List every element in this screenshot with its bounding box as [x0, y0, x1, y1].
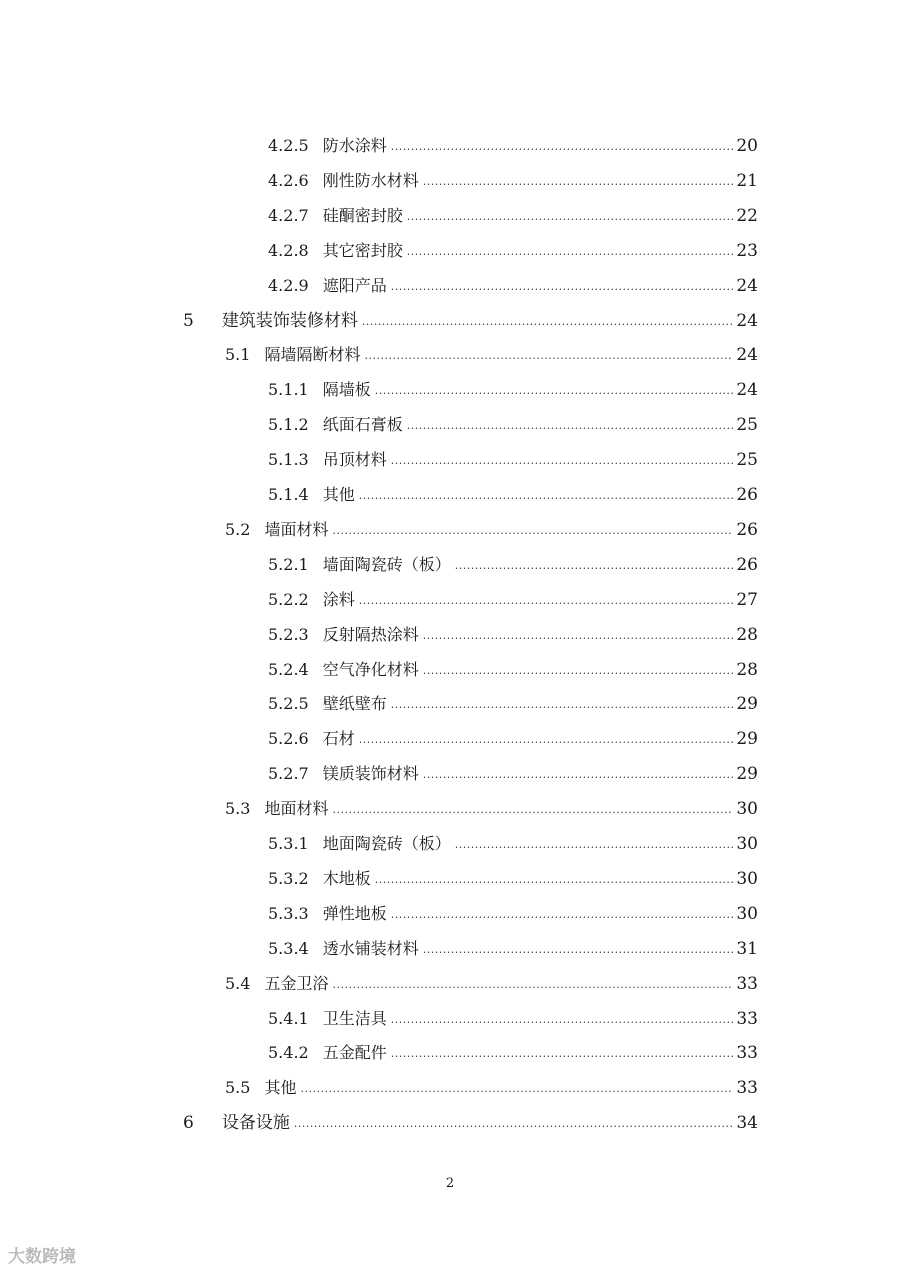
dot-leader [423, 175, 733, 189]
toc-entry-page: 25 [736, 450, 758, 471]
watermark: 大数跨境 [8, 1247, 76, 1267]
toc-entry-page: 34 [736, 1113, 758, 1134]
dot-leader [364, 349, 733, 363]
toc-entry-title: 涂料 [322, 589, 355, 609]
toc-entry[interactable] [268, 236, 758, 260]
toc-entry[interactable] [268, 689, 758, 713]
toc-entry-title: 墙面材料 [264, 519, 329, 539]
toc-entry-title: 隔墙隔断材料 [264, 345, 361, 365]
dot-leader [375, 873, 733, 887]
dot-leader [300, 1082, 733, 1096]
toc-entry-page: 26 [736, 485, 758, 505]
toc-entry-number: 5.5 [225, 1078, 251, 1098]
toc-entry-number: 5.1.4 [268, 485, 309, 504]
toc-entry[interactable] [268, 620, 758, 644]
toc-entry-number: 5.2.7 [268, 764, 309, 784]
toc-entry-number: 5.1.2 [268, 415, 309, 435]
toc-entry-title: 卫生洁具 [322, 1008, 387, 1028]
toc-entry[interactable] [268, 480, 758, 504]
toc-entry-title: 刚性防水材料 [322, 170, 419, 190]
toc-entry[interactable] [268, 201, 758, 225]
toc-entry-number: 4.2.7 [268, 205, 309, 225]
toc-entry-number: 5.4.2 [268, 1043, 309, 1063]
toc-entry-page: 30 [736, 903, 758, 924]
toc-entry-title: 空气净化材料 [322, 659, 419, 679]
toc-entry-page: 24 [736, 275, 758, 296]
toc-entry-title: 其它密封胶 [322, 240, 403, 260]
toc-entry-number: 5.3 [225, 799, 251, 819]
toc-entry-page: 28 [736, 659, 758, 680]
toc-entry-page: 28 [736, 624, 758, 645]
toc-entry-title: 地面材料 [264, 799, 329, 819]
toc-entry-number: 6 [183, 1113, 194, 1134]
toc-entry-page: 24 [736, 310, 758, 331]
toc-entry[interactable] [268, 1038, 758, 1062]
toc-entry[interactable] [268, 375, 758, 399]
toc-entry-page: 25 [736, 415, 758, 436]
toc-entry-page: 29 [736, 729, 758, 750]
toc-entry-page: 24 [736, 380, 758, 401]
toc-entry-title: 其他 [322, 485, 355, 504]
dot-leader [423, 629, 733, 643]
toc-entry-title: 镁质装饰材料 [322, 764, 419, 784]
toc-entry[interactable] [183, 1108, 758, 1132]
toc-entry-title: 石材 [322, 729, 355, 749]
toc-entry[interactable] [268, 271, 758, 295]
toc-entry[interactable] [268, 724, 758, 748]
dot-leader [375, 384, 733, 398]
toc-entry[interactable] [268, 410, 758, 434]
toc-entry-page: 22 [736, 205, 758, 226]
toc-entry-page: 33 [736, 1043, 758, 1064]
toc-entry-number: 5.2.3 [268, 624, 309, 644]
dot-leader [359, 489, 733, 503]
dot-leader [359, 594, 733, 608]
toc-entry-number: 4.2.9 [268, 275, 309, 295]
toc-entry-page: 30 [736, 868, 758, 889]
dot-leader [359, 733, 733, 747]
toc-entry-page: 33 [736, 973, 758, 994]
dot-leader [407, 245, 733, 259]
dot-leader [391, 280, 733, 294]
toc-entry-page: 29 [736, 694, 758, 715]
toc-entry-title: 五金卫浴 [264, 973, 329, 993]
toc-entry-number: 5.1 [225, 345, 251, 365]
toc-entry-title: 隔墙板 [322, 380, 371, 400]
toc-entry-number: 5.1.1 [268, 380, 309, 400]
toc-entry-page: 26 [736, 554, 758, 575]
toc-entry-number: 4.2.6 [268, 170, 309, 190]
toc-entry-page: 24 [736, 345, 758, 366]
toc-entry-title: 设备设施 [221, 1113, 290, 1134]
toc-entry-page: 21 [736, 170, 758, 191]
toc-entry-number: 5.3.3 [268, 903, 309, 923]
toc-entry[interactable] [268, 829, 758, 853]
toc-entry-page: 23 [736, 240, 758, 261]
toc-entry[interactable] [225, 1073, 758, 1097]
toc-entry-page: 29 [736, 764, 758, 785]
toc-entry-title: 木地板 [322, 868, 371, 888]
toc-entry-title: 遮阳产品 [322, 275, 387, 295]
toc-entry-number: 5 [183, 310, 194, 331]
toc-entry-title: 防水涂料 [322, 136, 387, 155]
dot-leader [391, 1047, 733, 1061]
toc-entry-title: 纸面石膏板 [322, 415, 403, 435]
toc-entry-page: 33 [736, 1078, 758, 1099]
toc-entry-number: 5.2.2 [268, 589, 309, 609]
toc-entry-title: 壁纸壁布 [322, 694, 387, 714]
dot-leader [391, 454, 733, 468]
toc-entry-title: 吊顶材料 [322, 450, 387, 470]
toc-entry-number: 5.2.1 [268, 554, 309, 574]
toc-entry[interactable] [268, 759, 758, 783]
toc-entry-number: 5.2.4 [268, 659, 309, 679]
toc-entry[interactable] [268, 585, 758, 609]
toc-entry[interactable] [225, 794, 758, 818]
dot-leader [455, 838, 733, 852]
dot-leader [391, 1013, 733, 1027]
toc-entry-page: 20 [736, 136, 758, 156]
dot-leader [294, 1117, 733, 1131]
toc-entry[interactable] [268, 166, 758, 190]
dot-leader [332, 803, 733, 817]
toc-entry-number: 5.3.1 [268, 834, 309, 853]
toc-entry[interactable] [225, 515, 758, 539]
toc-entry-number: 5.4 [225, 973, 251, 993]
toc-entry-number: 5.2 [225, 519, 251, 539]
toc-entry-title: 建筑装饰装修材料 [221, 310, 358, 331]
toc-entry-title: 其他 [264, 1078, 297, 1098]
toc-entry-title: 硅酮密封胶 [322, 205, 403, 225]
toc-entry-page: 27 [736, 589, 758, 610]
dot-leader [455, 559, 733, 573]
dot-leader [362, 315, 733, 329]
toc-entry[interactable] [268, 864, 758, 888]
toc-entry-title: 墙面陶瓷砖（板） [322, 554, 451, 574]
toc-entry-title: 地面陶瓷砖（板） [322, 834, 451, 853]
toc-entry-number: 5.4.1 [268, 1008, 309, 1028]
toc-entry-title: 反射隔热涂料 [322, 624, 419, 644]
toc-entry-number: 5.3.4 [268, 938, 309, 958]
dot-leader [391, 698, 733, 712]
dot-leader [391, 140, 733, 154]
toc-entry[interactable] [183, 306, 758, 330]
toc-entry-number: 5.2.6 [268, 729, 309, 749]
page-number: 2 [445, 1176, 455, 1191]
toc-entry-number: 4.2.8 [268, 240, 309, 260]
toc-entry-title: 透水铺装材料 [322, 938, 419, 958]
toc-entry-title: 五金配件 [322, 1043, 387, 1063]
toc-entry-page: 31 [736, 938, 758, 959]
toc-entry-number: 5.2.5 [268, 694, 309, 714]
toc-entry-page: 33 [736, 1008, 758, 1029]
toc-entry-page: 26 [736, 519, 758, 540]
toc-entry-number: 5.3.2 [268, 868, 309, 888]
toc-entry-page: 30 [736, 834, 758, 854]
toc-entry-page: 30 [736, 799, 758, 820]
toc-entry-number: 4.2.5 [268, 136, 309, 155]
dot-leader [332, 978, 733, 992]
dot-leader [423, 768, 733, 782]
toc-entry-title: 弹性地板 [322, 903, 387, 923]
toc-entry[interactable] [268, 131, 758, 155]
toc-entry[interactable] [268, 445, 758, 469]
dot-leader [423, 664, 733, 678]
toc-entry[interactable] [225, 969, 758, 993]
dot-leader [407, 210, 733, 224]
toc-entry[interactable] [268, 1004, 758, 1028]
toc-entry[interactable] [225, 340, 758, 364]
toc-entry-number: 5.1.3 [268, 450, 309, 470]
dot-leader [332, 524, 733, 538]
dot-leader [391, 908, 733, 922]
toc-entry[interactable] [268, 550, 758, 574]
dot-leader [407, 419, 733, 433]
toc-entry[interactable] [268, 934, 758, 958]
dot-leader [423, 943, 733, 957]
toc-entry[interactable] [268, 655, 758, 679]
toc-entry[interactable] [268, 899, 758, 923]
